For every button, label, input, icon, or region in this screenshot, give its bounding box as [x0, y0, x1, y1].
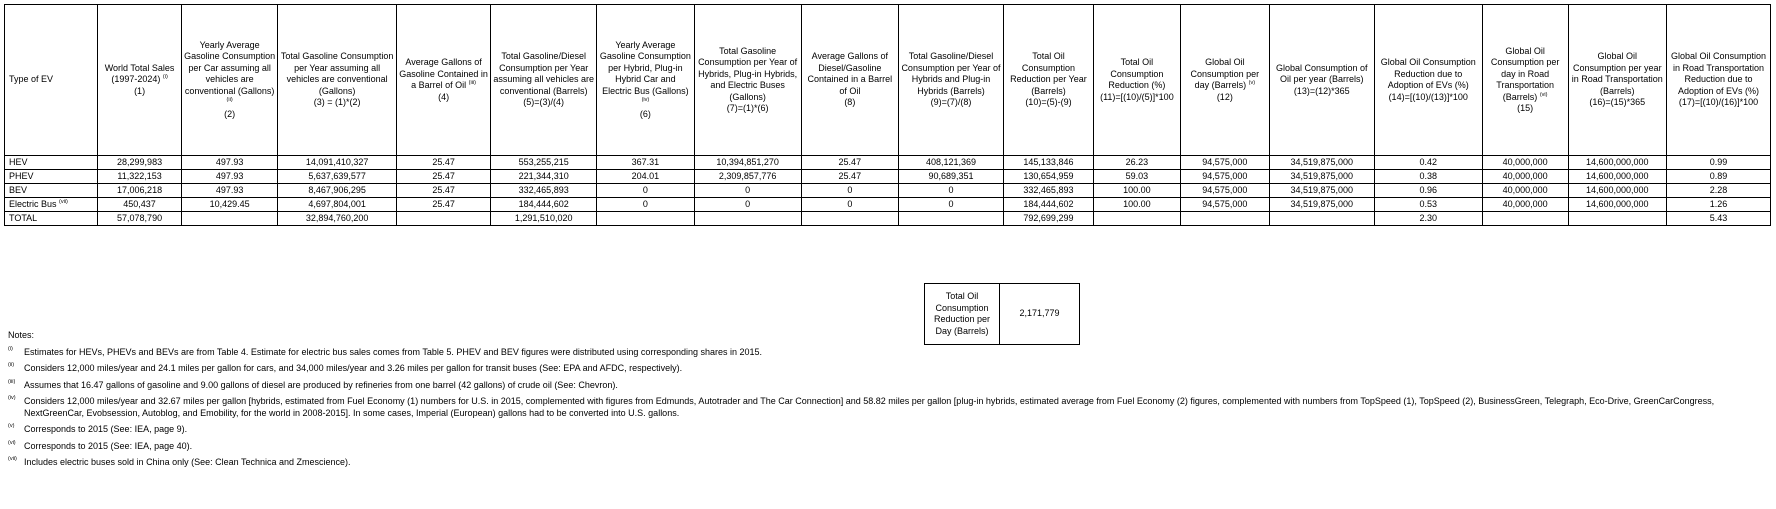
table-cell: 40,000,000 [1482, 170, 1568, 184]
column-header [1180, 5, 1269, 156]
column-header-text: Yearly Average Gasoline Consumption per Hybrid, Plug-in Hybrid Car and Electric Bus (Gallons) [599, 39, 691, 96]
column-formula: (4) [438, 91, 450, 102]
total-cell [1093, 212, 1180, 226]
note-item [8, 363, 1763, 375]
note-item [8, 441, 1763, 453]
table-cell: 40,000,000 [1482, 184, 1568, 198]
total-cell: 57,078,790 [98, 212, 182, 226]
table-cell: 40,000,000 [1482, 198, 1568, 212]
column-header [597, 5, 694, 156]
note-item [8, 457, 1763, 469]
column-header [801, 5, 898, 156]
table-header [5, 5, 1771, 156]
column-header-text: Total Oil Consumption Reduction (%) [1108, 57, 1166, 90]
note-text: Corresponds to 2015 (See: IEA, page 9). [24, 424, 188, 434]
table-cell: 10,429.45 [181, 198, 277, 212]
column-header [1482, 5, 1568, 156]
column-formula: (14)=[(10)/(13)]*100 [1388, 91, 1468, 102]
table-row [5, 156, 1771, 170]
table-cell: 0 [899, 198, 1004, 212]
table-row [5, 198, 1771, 212]
total-cell [899, 212, 1004, 226]
notes-list [8, 347, 1763, 469]
table-cell: 26.23 [1093, 156, 1180, 170]
total-cell: 5.43 [1667, 212, 1771, 226]
ev-type: HEV [9, 156, 28, 167]
column-header [694, 5, 801, 156]
table-cell: 0.96 [1374, 184, 1482, 198]
table-cell: 204.01 [597, 170, 694, 184]
footnote-marker: (v) [1248, 80, 1256, 86]
note-marker: (ii) [8, 362, 15, 368]
table-body [5, 156, 1771, 226]
table-cell: 408,121,369 [899, 156, 1004, 170]
table-cell: 14,600,000,000 [1568, 156, 1667, 170]
total-cell [1180, 212, 1269, 226]
table-cell: 59.03 [1093, 170, 1180, 184]
table-cell: 5,637,639,577 [278, 170, 397, 184]
column-header-text: Average Gallons of Gasoline Contained in a Barrel of Oil [399, 57, 488, 90]
note-text: Considers 12,000 miles/year and 32.67 miles per gallon [hybrids, estimated from Fuel Economy (1) numbers for U.S. in 2015, complemented with figures from Edmunds, Autotrader and The Car Connection] and 58.82 miles per gallon [plug-in hybrids, estimated average from Fuel Economy (2) figures, complemented with numbers from TopSpeed (1), TopSpeed (2), BusinessGreen, Telegraph, Eco-Drive, GreenCarCongress, NextGreenCar, Evobsession, Autoblog, and Emobility, for the world in 2008-2015]. In some cases, Imperial (European) gallons had to be converted into U.S. gallons. [24, 396, 1715, 418]
note-text: Includes electric buses sold in China only (See: Clean Technica and Zmescience). [24, 457, 351, 467]
note-marker: (iv) [8, 395, 16, 401]
row-type-label [5, 170, 98, 184]
column-formula: (10)=(5)-(9) [1025, 97, 1072, 108]
table-cell: 14,600,000,000 [1568, 198, 1667, 212]
column-header-text: Global Oil Consumption per day (Barrels) [1190, 57, 1260, 90]
total-row [5, 212, 1771, 226]
note-marker: (vi) [8, 439, 16, 446]
table-cell: 25.47 [396, 184, 490, 198]
column-header-text: Average Gallons of Diesel/Gasoline Contained in a Barrel of Oil [807, 51, 893, 96]
note-text: Estimates for HEVs, PHEVs and BEVs are from Table 4. Estimate for electric bus sales comes from Table 5. PHEV and BEV figures were distributed using corresponding shares in 2015. [24, 346, 763, 357]
note-item [8, 347, 1763, 359]
footnote-marker: (iii) [468, 80, 477, 86]
ev-type: Electric Bus [9, 198, 57, 209]
column-header-text: Global Consumption of Oil per year (Barrels) [1275, 62, 1368, 85]
daily-reduction-value: 2,171,779 [1000, 284, 1080, 345]
total-label: TOTAL [5, 212, 98, 226]
column-header-text: Yearly Average Gasoline Consumption per Car assuming all vehicles are conventional (Gallons) [184, 39, 276, 96]
table-cell: 94,575,000 [1180, 198, 1269, 212]
table-cell: 221,344,310 [491, 170, 597, 184]
ev-type: BEV [9, 184, 28, 195]
table-cell: 0.53 [1374, 198, 1482, 212]
note-text: Corresponds to 2015 (See: IEA, page 40). [24, 440, 193, 451]
row-type-label [5, 198, 98, 212]
column-formula: (17)=[(10)/(16)]*100 [1678, 97, 1759, 108]
table-cell: 17,006,218 [98, 184, 182, 198]
footnote-marker: (i) [162, 74, 168, 81]
table-cell: 497.93 [181, 156, 277, 170]
note-marker: (v) [8, 423, 15, 429]
table-cell: 94,575,000 [1180, 184, 1269, 198]
note-text: Considers 12,000 miles/year and 24.1 miles per gallon for cars, and 34,000 miles/year and 3.26 miles per gallon for transit buses (See: EPA and AFDC, respectively). [24, 363, 683, 373]
table-cell: 450,437 [98, 198, 182, 212]
table-cell: 0 [801, 198, 898, 212]
table-cell: 25.47 [396, 170, 490, 184]
table-cell: 0 [694, 198, 801, 212]
table-cell: 0 [597, 198, 694, 212]
total-cell [694, 212, 801, 226]
note-item [8, 380, 1763, 392]
column-header-text: Total Oil Consumption Reduction per Year (Barrels) [1010, 51, 1087, 96]
total-cell [801, 212, 898, 226]
table-cell: 0.38 [1374, 170, 1482, 184]
table-cell: 34,519,875,000 [1269, 198, 1374, 212]
table-cell: 0.89 [1667, 170, 1771, 184]
table-cell: 28,299,983 [98, 156, 182, 170]
column-header [5, 5, 98, 156]
table-cell: 90,689,351 [899, 170, 1004, 184]
note-marker: (i) [8, 345, 13, 352]
row-type-label [5, 184, 98, 198]
note-item [8, 424, 1763, 436]
column-formula: (15) [1517, 103, 1534, 113]
note-marker: (vii) [8, 456, 17, 462]
table-cell: 10,394,851,270 [694, 156, 801, 170]
table-cell: 25.47 [396, 156, 490, 170]
column-header [1667, 5, 1771, 156]
total-cell [1269, 212, 1374, 226]
table-cell: 40,000,000 [1482, 156, 1568, 170]
column-header [396, 5, 490, 156]
notes-title: Notes: [8, 330, 35, 340]
footnote-marker: (vii) [59, 198, 68, 205]
table-cell: 497.93 [181, 184, 277, 198]
column-header [181, 5, 277, 156]
table-cell: 94,575,000 [1180, 156, 1269, 170]
column-header [1093, 5, 1180, 156]
table-cell: 34,519,875,000 [1269, 170, 1374, 184]
column-formula: (16)=(15)*365 [1589, 97, 1646, 108]
table-cell: 0.42 [1374, 156, 1482, 170]
column-header-text: Global Oil Consumption per day in Road Transportation (Barrels) [1490, 45, 1560, 102]
total-cell: 32,894,760,200 [278, 212, 397, 226]
table-cell: 332,465,893 [1003, 184, 1093, 198]
column-header-text: Global Oil Consumption in Road Transportation Reduction due to Adoption of EVs (%) [1671, 51, 1767, 96]
table-cell: 0 [597, 184, 694, 198]
footnote-marker: (iv) [641, 97, 650, 104]
column-header [1374, 5, 1482, 156]
column-header-text: Total Gasoline Consumption per Year of Hybrids, Plug-in Hybrids, and Electric Buses (Gallons) [698, 45, 798, 102]
column-formula: (1) [134, 85, 146, 96]
total-cell [396, 212, 490, 226]
notes-section [8, 330, 1763, 474]
column-header-text: Global Oil Consumption Reduction due to Adoption of EVs (%) [1380, 57, 1476, 90]
table-cell: 100.00 [1093, 198, 1180, 212]
table-cell: 8,467,906,295 [278, 184, 397, 198]
header-row [5, 5, 1771, 156]
table-cell: 130,654,959 [1003, 170, 1093, 184]
column-header [1269, 5, 1374, 156]
table-cell: 25.47 [801, 156, 898, 170]
note-item [8, 396, 1763, 419]
column-header-text: Total Gasoline Consumption per Year assuming all vehicles are conventional (Gallons) [280, 51, 394, 96]
ev-type: PHEV [9, 170, 34, 181]
column-header [491, 5, 597, 156]
column-formula: (6) [639, 108, 651, 119]
column-header [278, 5, 397, 156]
column-formula: (9)=(7)/(8) [930, 97, 972, 108]
table-row [5, 170, 1771, 184]
row-type-label [5, 156, 98, 170]
column-header [98, 5, 182, 156]
total-cell [181, 212, 277, 226]
total-cell [1568, 212, 1667, 226]
note-text: Assumes that 16.47 gallons of gasoline and 9.00 gallons of diesel are produced by refineries from one barrel (42 gallons) of crude oil (See: Chevron). [24, 379, 618, 390]
column-header-text: Total Gasoline/Diesel Consumption per Year of Hybrids and Plug-in Hybrids (Barrels) [901, 51, 1001, 96]
column-formula: (2) [224, 108, 236, 119]
table-cell: 14,600,000,000 [1568, 184, 1667, 198]
column-header-text: World Total Sales (1997-2024) [104, 62, 175, 85]
note-marker: (iii) [8, 378, 16, 385]
table-cell: 34,519,875,000 [1269, 184, 1374, 198]
table-cell: 0 [801, 184, 898, 198]
total-cell: 1,291,510,020 [491, 212, 597, 226]
footnote-marker: (vi) [1539, 91, 1548, 98]
table-cell: 100.00 [1093, 184, 1180, 198]
table-cell: 0 [899, 184, 1004, 198]
table-cell: 2,309,857,776 [694, 170, 801, 184]
table-cell: 0.99 [1667, 156, 1771, 170]
column-formula: (12) [1216, 91, 1233, 102]
table-cell: 0 [694, 184, 801, 198]
table-cell: 367.31 [597, 156, 694, 170]
column-header-text: Type of EV [9, 74, 54, 85]
table-cell: 14,091,410,327 [278, 156, 397, 170]
table-cell: 332,465,893 [491, 184, 597, 198]
total-cell: 2.30 [1374, 212, 1482, 226]
total-cell: 792,699,299 [1003, 212, 1093, 226]
table-cell: 184,444,602 [1003, 198, 1093, 212]
column-formula: (11)=[(10)/(5)]*100 [1100, 91, 1174, 102]
table-cell: 497.93 [181, 170, 277, 184]
table-cell: 94,575,000 [1180, 170, 1269, 184]
table-cell: 34,519,875,000 [1269, 156, 1374, 170]
footnote-marker: (ii) [226, 97, 233, 104]
column-formula: (3) = (1)*(2) [313, 97, 361, 108]
table-cell: 25.47 [396, 198, 490, 212]
total-cell [1482, 212, 1568, 226]
table-cell: 11,322,153 [98, 170, 182, 184]
table-cell: 4,697,804,001 [278, 198, 397, 212]
column-header [1003, 5, 1093, 156]
table-cell: 2.28 [1667, 184, 1771, 198]
table-cell: 184,444,602 [491, 198, 597, 212]
table-cell: 145,133,846 [1003, 156, 1093, 170]
daily-reduction-label: Total Oil Consumption Reduction per Day (Barrels) [925, 284, 1000, 345]
column-header [1568, 5, 1667, 156]
column-header [899, 5, 1004, 156]
column-header-text: Total Gasoline/Diesel Consumption per Year assuming all vehicles are conventional (Barrels) [493, 51, 594, 96]
column-formula: (7)=(1)*(6) [726, 103, 769, 113]
column-header-text: Global Oil Consumption per year in Road Transportation (Barrels) [1571, 51, 1663, 96]
column-formula: (13)=(12)*365 [1293, 85, 1350, 96]
table-cell: 14,600,000,000 [1568, 170, 1667, 184]
table-cell: 553,255,215 [491, 156, 597, 170]
table-row [5, 184, 1771, 198]
column-formula: (8) [844, 97, 856, 108]
column-formula: (5)=(3)/(4) [523, 97, 565, 108]
table-cell: 1.26 [1667, 198, 1771, 212]
table-cell: 25.47 [801, 170, 898, 184]
oil-consumption-table [4, 4, 1771, 226]
total-cell [597, 212, 694, 226]
